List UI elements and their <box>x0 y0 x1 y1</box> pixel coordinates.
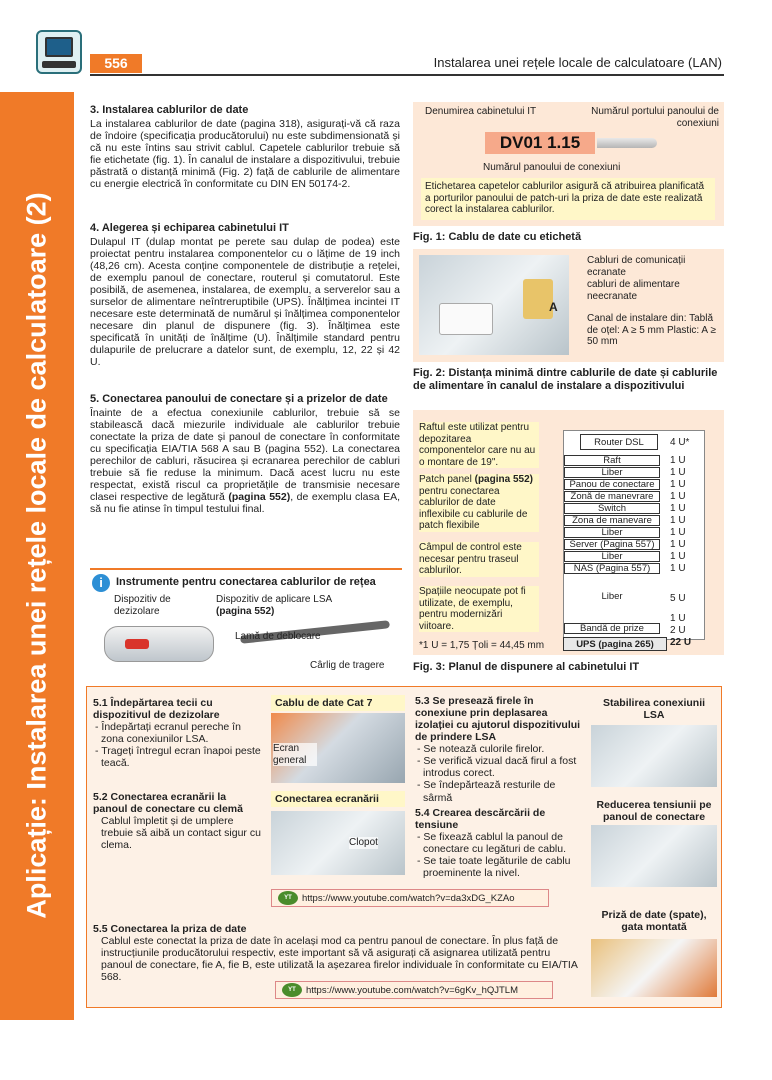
lsa-title: Stabilirea conexiunii LSA <box>602 697 706 722</box>
rack-handling-1: Zonă de manevrare <box>564 491 660 502</box>
rack-free-4: Liber <box>601 591 623 602</box>
rack-server: Server (Pagina 557) <box>564 539 660 550</box>
unit-7: 1 U <box>670 527 686 538</box>
rack-nas: NAS (Pagina 557) <box>564 563 660 574</box>
header-divider <box>90 74 724 76</box>
step-5-3: 5.3 Se presează firele în conexiune prin deplasarea izolației cu ajutorul dispozitivului de prindere LSA - Se notează culorile firelor. - Se verifică vizual dacă firul a fost introdus corect. - Se îndepărtează resturile de sârmă <box>415 695 581 804</box>
hook-label: Cârlig de tragere <box>310 660 385 671</box>
rack-free-1: Liber <box>564 467 660 478</box>
cable-tag: DV01 1.15 <box>485 132 595 154</box>
shield-clamp-image <box>271 811 405 875</box>
blade-label: Lamă de deblocare <box>235 631 321 642</box>
unit-router: 4 U* <box>670 437 690 448</box>
unit-12: 1 U <box>670 613 686 624</box>
rack-switch: Switch <box>564 503 660 514</box>
power-cables-label: cabluri de alimentare neecranate <box>587 279 680 302</box>
port-number-label: Numărul portului panoului de conexiuni <box>591 106 719 129</box>
video-link-2[interactable]: YT https://www.youtube.com/watch?v=6gKv_hQJTLM <box>275 981 553 999</box>
fig3-box <box>413 410 724 655</box>
rack-free-2: Liber <box>564 527 660 538</box>
rack-power-strip: Bandă de prize <box>564 623 660 634</box>
shielded-cables-label: Cabluri de comunicații ecranate <box>587 255 686 278</box>
shield-connection-title: Conectarea ecranării <box>271 791 405 807</box>
patch-panel-note: Patch panel (pagina 552) pentru conectarea cablurilor de date inflexibile cu cablurile de patch flexibile <box>419 474 539 532</box>
unit-11: 5 U <box>670 593 686 604</box>
steps-panel <box>86 686 722 1008</box>
info-title: Instrumente pentru conectarea cablurilor de rețea <box>116 576 376 588</box>
rack-handling-2: Zona de manevare <box>564 515 660 526</box>
section-3 <box>90 104 400 190</box>
panel-number-label: Numărul panoului de conexiuni <box>483 162 621 173</box>
unit-9: 1 U <box>670 551 686 562</box>
header-title: Instalarea unei rețele locale de calculatoare (LAN) <box>433 55 722 70</box>
rack-shelf: Raft <box>564 455 660 466</box>
computer-logo-icon <box>36 30 82 74</box>
unit-6: 1 U <box>670 515 686 526</box>
stripper-tool-image <box>104 626 214 662</box>
section-4-text: Dulapul IT (dulap montat pe perete sau dulap de podea) este proiectat pentru instalarea componentelor cu o lățime de 19 inch (48,26 cm). Acesta conține componentele de distribuție a rețelei, de exemplu panoul de conectare, routerul și comutatorul. Este posibilă, de asemenea, instalarea, de exemplu, a serverelor sau a surselor de alimentare neîntreruptibile (UPS). Înălțimea incintei IT necesare este determinată de numărul și înălțimea componentelor necesare din planul de dispunere (fig. 3). Înălțimea este specificată în unități de înălțime (U). Înălțimile standard pentru dulapurile de prelucrare a datelor sunt, de exemplu, 12, 22 și 42 U. <box>90 235 400 369</box>
fig1-caption: Fig. 1: Cablu de date cu etichetă <box>413 231 582 243</box>
page-number: 556 <box>90 54 142 73</box>
fig1-note: Etichetarea capetelor cablurilor asigură că atribuirea planificată a porturilor panoului de patch-uri la priza de date este realizată corect la instalarea cablurilor. <box>421 178 715 220</box>
unit-3: 1 U <box>670 479 686 490</box>
control-field-note: Câmpul de control este necesar pentru traseul cablurilor. <box>419 542 539 577</box>
data-socket-image <box>591 939 717 997</box>
sidebar-title: Aplicație: Instalarea unei rețele locale de calculatoare (2) <box>21 192 52 920</box>
lsa-image <box>591 725 717 787</box>
unit-5: 1 U <box>670 503 686 514</box>
step-5-2: 5.2 Conectarea ecranării la panoul de conectare cu clemă Cablul împletit și de umplere trebuie să aibă un contact sigur cu clema. <box>93 791 261 852</box>
fig3-caption: Fig. 3: Planul de dispunere al cabinetului IT <box>413 661 640 673</box>
fig2-caption: Fig. 2: Distanța minimă dintre cablurile de date și cablurile de alimentare în canalul de instalare a dispozitivului <box>413 367 718 392</box>
unit-4: 1 U <box>670 491 686 502</box>
rack-ups: UPS (pagina 265) <box>563 637 667 651</box>
unit-10: 1 U <box>670 563 686 574</box>
unit-8: 1 U <box>670 539 686 550</box>
fig1-box <box>413 102 724 226</box>
rack-free-3: Liber <box>564 551 660 562</box>
cabinet-name-label: Denumirea cabinetului IT <box>425 106 537 117</box>
fig2-box <box>413 249 724 362</box>
section-4-heading: 4. Alegerea și echiparea cabinetului IT <box>90 222 289 234</box>
section-3-heading: 3. Instalarea cablurilor de date <box>90 104 249 116</box>
strain-relief-image <box>591 825 717 887</box>
strain-relief-title: Reducerea tensiunii pe panoul de conectare <box>596 799 712 824</box>
rack-patch-panel: Panou de conectare <box>564 479 660 490</box>
tool-lsa-label: Dispozitiv de aplicare LSA (pagina 552) <box>216 594 333 617</box>
info-box <box>90 568 402 672</box>
video-link-1[interactable]: YT https://www.youtube.com/watch?v=da3xDG_KZAo <box>271 889 549 907</box>
unit-total: 22 U <box>670 637 692 648</box>
section-5-heading: 5. Conectarea panoului de conectare și a prizelor de date <box>90 393 388 405</box>
youtube-icon: YT <box>282 983 302 997</box>
cable-channel-image <box>419 255 569 355</box>
unit-2: 1 U <box>670 467 686 478</box>
free-space-note: Spațiile neocupate pot fi utilizate, de exemplu, pentru modernizări viitoare. <box>419 586 539 632</box>
step-5-4: 5.4 Crearea descărcării de tensiune - Se fixează cablul la panoul de conectare cu legături de cablu. - Se taie toate legăturile de cablu proeminente la nivel. <box>415 807 571 880</box>
data-socket-title: Priză de date (spate), gata montată <box>601 909 707 934</box>
shield-label: Ecran general <box>273 743 317 766</box>
channel-material-label: Canal de instalare din: Tablă de oțel: A ≥ 5 mm Plastic: A ≥ 50 mm <box>587 313 716 347</box>
step-5-1: 5.1 Îndepărtarea tecii cu dispozitivul de dezizolare - Îndepărtați ecranul pereche în zona conexiunilor LSA. - Trageți întregul ecran înapoi peste teacă. <box>93 697 261 770</box>
section-5-text: Înainte de a efectua conexiunile cablurilor, trebuie să se stabilească dacă miezurile individuale ale cablurilor trebuie conectate la priza de date și panoul de conectare în conformitate cu specificația EIA/TIA 568 A sau B (pagina 552). La conectarea perechilor de cabluri, răsucirea și ecranarea perechilor de cabluri trebuie să fie reduse la minimum. Dacă acest lucru nu este respectat, există riscul ca proprietățile de transmisie necesare clasei respective de legătură (pagina 552), de exemplu clasa EA, să nu fie atinse în timpul testului final. <box>90 406 400 516</box>
cat7-title: Cablu de date Cat 7 <box>271 695 405 711</box>
section-5 <box>90 393 400 515</box>
cable-end-image <box>597 138 657 148</box>
info-icon: i <box>92 574 110 592</box>
step-5-5: 5.5 Conectarea la priza de date Cablul este conectat la priza de date în același mod ca pentru panoul de conectare. În plus față de instrucțiunile producătorului respectiv, este important să vă asigurați că asignarea utilizată pentru panoul de conectare, fie A, fie B, este utilizată la așezarea firelor individuale în conformitate cu EIA/TIA 568. <box>93 923 578 984</box>
unit-footnote: *1 U = 1,75 Țoli = 44,45 mm <box>419 640 545 651</box>
section-3-text: La instalarea cablurilor de date (pagina 318), asigurați-vă că raza de îndoire (specificația producătorului) nu este subdimensionată și că nu este întins sau strivit cablul. Capetele cablurilor trebuie să fie etichetate (fig. 1). În canalul de instalare a dispozitivului, trebuie păstrată o distanță minimă (Fig. 2) față de cablurile de alimentare cu energie electrică în conformitate cu DIN EN 50174-2. <box>90 117 400 190</box>
unit-13: 2 U <box>670 625 686 636</box>
unit-1: 1 U <box>670 455 686 466</box>
distance-a-label: A <box>549 300 558 314</box>
cabinet-outline <box>563 430 705 650</box>
rack-router: Router DSL <box>580 434 658 450</box>
section-4 <box>90 222 400 368</box>
youtube-icon: YT <box>278 891 298 905</box>
tool-stripper-label: Dispozitiv de dezizolare <box>114 594 171 617</box>
clamp-label: Clopot <box>349 837 378 848</box>
shelf-note: Raftul este utilizat pentru depozitarea componentelor care nu au o montare de 19". <box>419 422 539 468</box>
